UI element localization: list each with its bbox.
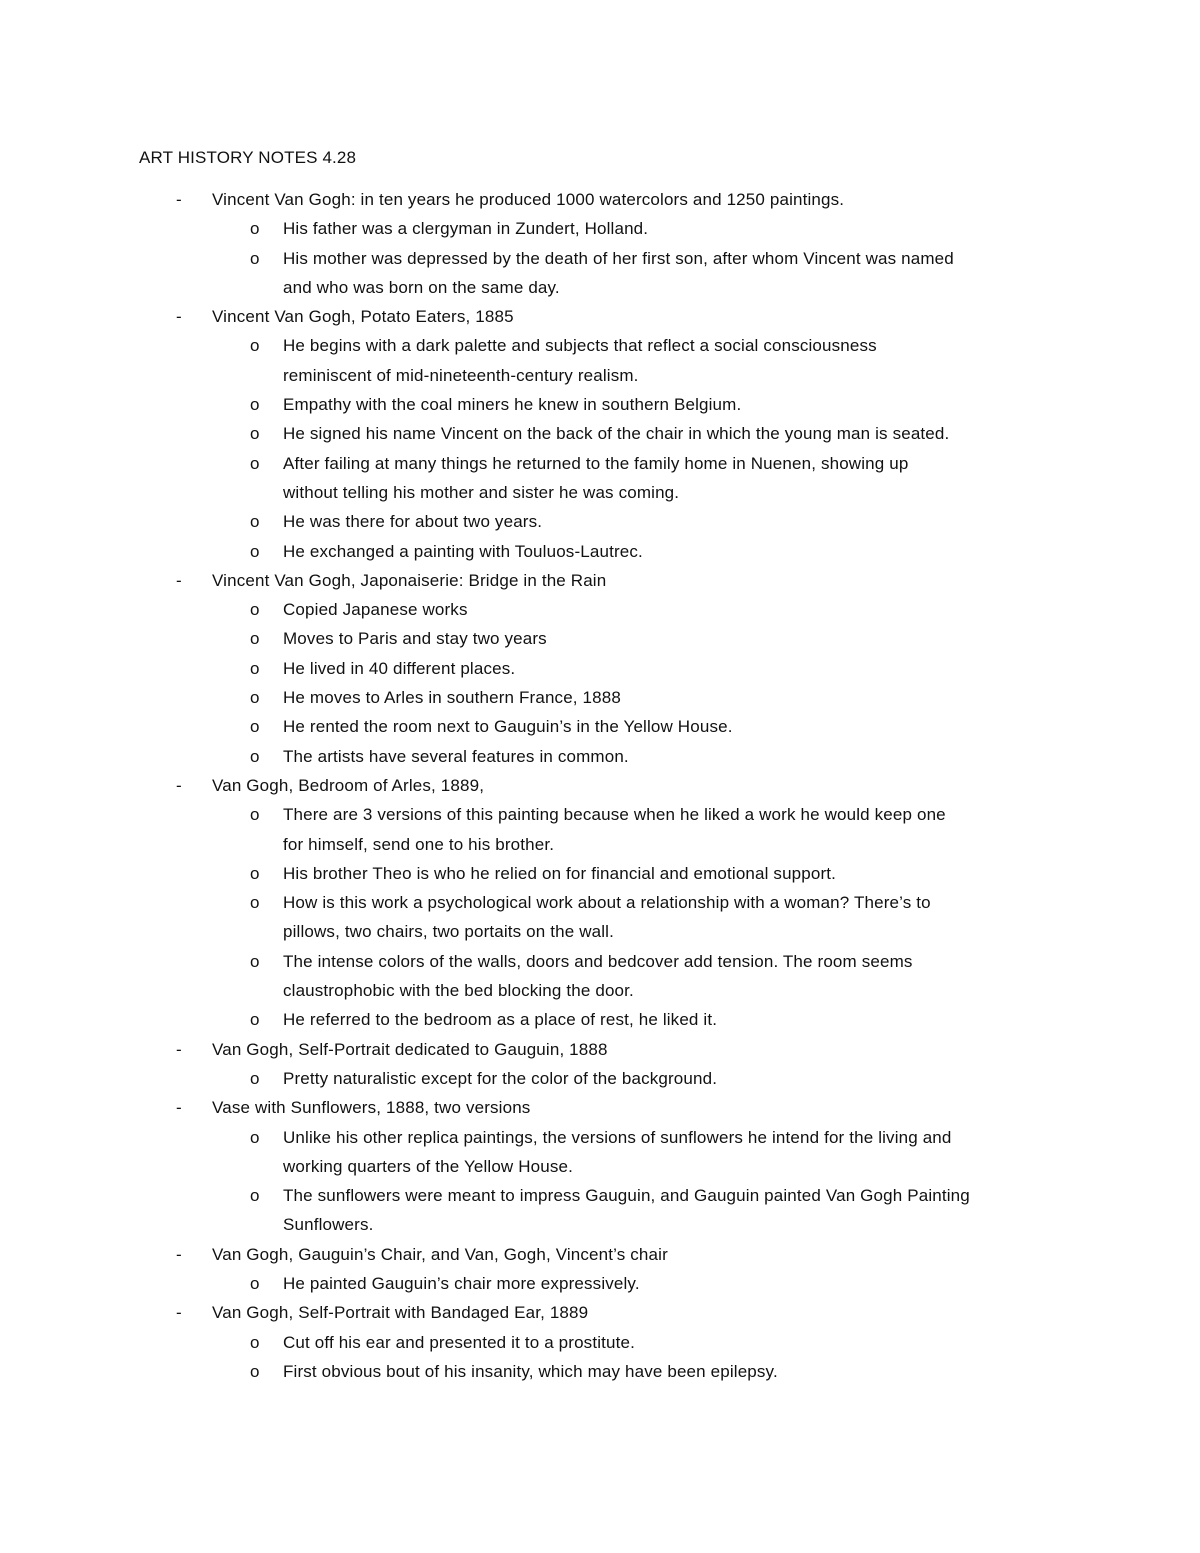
line-text: He signed his name Vincent on the back of the chair in which the young man is seated. — [283, 424, 950, 444]
line-text: He referred to the bedroom as a place of rest, he liked it. — [283, 1010, 718, 1030]
line-text: There are 3 versions of this painting because when he liked a work he would keep one — [283, 805, 946, 825]
sub-bullet-line — [0, 334, 1200, 363]
dash-bullet-icon: - — [176, 1303, 182, 1323]
topic-line — [0, 1301, 1200, 1330]
circle-bullet-icon: o — [250, 1068, 260, 1088]
sub-bullet-line — [0, 803, 1200, 832]
circle-bullet-icon: o — [250, 1361, 260, 1381]
line-text: claustrophobic with the bed blocking the door. — [283, 981, 634, 1001]
line-text: Van Gogh, Gauguin’s Chair, and Van, Gogh, Vincent’s chair — [212, 1244, 668, 1264]
line-text: Cut off his ear and presented it to a prostitute. — [283, 1332, 635, 1352]
sub-bullet-line — [0, 1331, 1200, 1360]
circle-bullet-icon: o — [250, 805, 260, 825]
line-text: He lived in 40 different places. — [283, 658, 516, 678]
line-text: His father was a clergyman in Zundert, Holland. — [283, 219, 649, 239]
topic-line — [0, 188, 1200, 217]
continuation-line — [0, 481, 1200, 510]
continuation-line — [0, 1155, 1200, 1184]
continuation-line — [0, 920, 1200, 949]
line-text: He begins with a dark palette and subjects that reflect a social consciousness — [283, 336, 877, 356]
sub-bullet-line — [0, 1272, 1200, 1301]
line-text: His mother was depressed by the death of her first son, after whom Vincent was named — [283, 248, 954, 268]
line-text: and who was born on the same day. — [283, 277, 560, 297]
line-text: He moves to Arles in southern France, 1888 — [283, 688, 621, 708]
line-text: for himself, send one to his brother. — [283, 834, 555, 854]
continuation-line — [0, 276, 1200, 305]
topic-line — [0, 305, 1200, 334]
line-text: How is this work a psychological work about a relationship with a woman? There’s to — [283, 893, 931, 913]
line-text: He exchanged a painting with Touluos-Lautrec. — [283, 541, 643, 561]
line-text: Vase with Sunflowers, 1888, two versions — [212, 1098, 531, 1118]
dash-bullet-icon: - — [176, 775, 182, 795]
dash-bullet-icon: - — [176, 1244, 182, 1264]
sub-bullet-line — [0, 452, 1200, 481]
circle-bullet-icon: o — [250, 248, 260, 268]
circle-bullet-icon: o — [250, 629, 260, 649]
circle-bullet-icon: o — [250, 336, 260, 356]
circle-bullet-icon: o — [250, 1332, 260, 1352]
sub-bullet-line — [0, 950, 1200, 979]
continuation-line — [0, 364, 1200, 393]
sub-bullet-line — [0, 422, 1200, 451]
sub-bullet-line — [0, 540, 1200, 569]
sub-bullet-line — [0, 393, 1200, 422]
line-text: Moves to Paris and stay two years — [283, 629, 547, 649]
circle-bullet-icon: o — [250, 424, 260, 444]
dash-bullet-icon: - — [176, 307, 182, 327]
sub-bullet-line — [0, 1126, 1200, 1155]
line-text: Van Gogh, Bedroom of Arles, 1889, — [212, 775, 485, 795]
circle-bullet-icon: o — [250, 1127, 260, 1147]
line-text: Pretty naturalistic except for the color of the background. — [283, 1068, 718, 1088]
sub-bullet-line — [0, 1184, 1200, 1213]
line-text: pillows, two chairs, two portaits on the wall. — [283, 922, 614, 942]
topic-line — [0, 774, 1200, 803]
sub-bullet-line — [0, 1360, 1200, 1389]
circle-bullet-icon: o — [250, 658, 260, 678]
dash-bullet-icon: - — [176, 1098, 182, 1118]
line-text: without telling his mother and sister he was coming. — [283, 482, 680, 502]
sub-bullet-line — [0, 862, 1200, 891]
circle-bullet-icon: o — [250, 863, 260, 883]
sub-bullet-line — [0, 891, 1200, 920]
line-text: He was there for about two years. — [283, 512, 543, 532]
line-text: working quarters of the Yellow House. — [283, 1156, 573, 1176]
continuation-line — [0, 1213, 1200, 1242]
sub-bullet-line — [0, 686, 1200, 715]
line-text: Vincent Van Gogh, Potato Eaters, 1885 — [212, 307, 514, 327]
continuation-line — [0, 979, 1200, 1008]
circle-bullet-icon: o — [250, 688, 260, 708]
circle-bullet-icon: o — [250, 951, 260, 971]
sub-bullet-line — [0, 217, 1200, 246]
line-text: reminiscent of mid-nineteenth-century realism. — [283, 365, 639, 385]
circle-bullet-icon: o — [250, 219, 260, 239]
circle-bullet-icon: o — [250, 1010, 260, 1030]
topic-line — [0, 569, 1200, 598]
dash-bullet-icon: - — [176, 1039, 182, 1059]
line-text: Van Gogh, Self-Portrait dedicated to Gauguin, 1888 — [212, 1039, 608, 1059]
circle-bullet-icon: o — [250, 893, 260, 913]
dash-bullet-icon: - — [176, 570, 182, 590]
line-text: His brother Theo is who he relied on for financial and emotional support. — [283, 863, 837, 883]
sub-bullet-line — [0, 598, 1200, 627]
line-text: Sunflowers. — [283, 1215, 374, 1235]
sub-bullet-line — [0, 715, 1200, 744]
dash-bullet-icon: - — [176, 190, 182, 209]
circle-bullet-icon: o — [250, 1186, 260, 1206]
sub-bullet-line — [0, 1067, 1200, 1096]
line-text: Vincent Van Gogh: in ten years he produced 1000 watercolors and 1250 paintings. — [212, 190, 845, 209]
line-text: Vincent Van Gogh, Japonaiserie: Bridge in the Rain — [212, 570, 607, 590]
document-title: ART HISTORY NOTES 4.28 — [139, 148, 357, 167]
circle-bullet-icon: o — [250, 395, 260, 415]
line-text: Van Gogh, Self-Portrait with Bandaged Ear, 1889 — [212, 1303, 589, 1323]
topic-line — [0, 1096, 1200, 1125]
line-text: The sunflowers were meant to impress Gauguin, and Gauguin painted Van Gogh Painting — [283, 1186, 970, 1206]
sub-bullet-line — [0, 247, 1200, 276]
line-text: After failing at many things he returned to the family home in Nuenen, showing up — [283, 453, 909, 473]
circle-bullet-icon: o — [250, 600, 260, 620]
circle-bullet-icon: o — [250, 717, 260, 737]
line-text: The artists have several features in common. — [283, 746, 629, 766]
line-text: Empathy with the coal miners he knew in southern Belgium. — [283, 395, 742, 415]
circle-bullet-icon: o — [250, 512, 260, 532]
line-text: First obvious bout of his insanity, which may have been epilepsy. — [283, 1361, 778, 1381]
notes-list — [0, 188, 1200, 1389]
sub-bullet-line — [0, 510, 1200, 539]
sub-bullet-line — [0, 627, 1200, 656]
circle-bullet-icon: o — [250, 453, 260, 473]
line-text: The intense colors of the walls, doors and bedcover add tension. The room seems — [283, 951, 913, 971]
line-text: Unlike his other replica paintings, the versions of sunflowers he intend for the living and — [283, 1127, 952, 1147]
line-text: Copied Japanese works — [283, 600, 468, 620]
sub-bullet-line — [0, 1008, 1200, 1037]
topic-line — [0, 1243, 1200, 1272]
circle-bullet-icon: o — [250, 746, 260, 766]
continuation-line — [0, 833, 1200, 862]
circle-bullet-icon: o — [250, 1273, 260, 1293]
line-text: He rented the room next to Gauguin’s in the Yellow House. — [283, 717, 733, 737]
circle-bullet-icon: o — [250, 541, 260, 561]
topic-line — [0, 1038, 1200, 1067]
sub-bullet-line — [0, 745, 1200, 774]
sub-bullet-line — [0, 657, 1200, 686]
line-text: He painted Gauguin’s chair more expressively. — [283, 1273, 640, 1293]
